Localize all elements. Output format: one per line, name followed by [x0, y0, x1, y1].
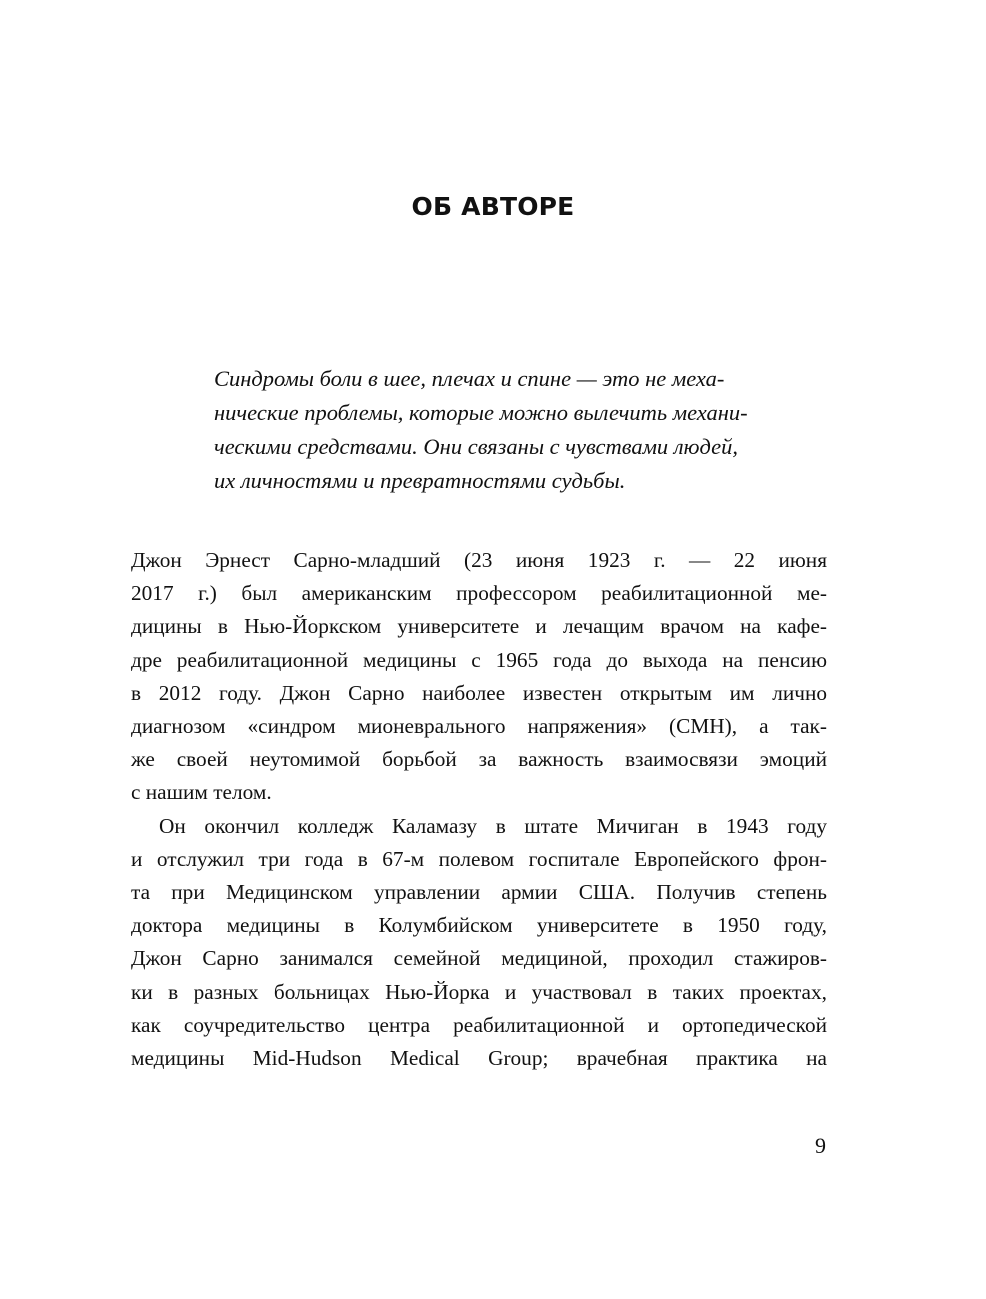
paragraph-biography: [131, 544, 827, 810]
epigraph-line: их личностями и превратностями судьбы.: [214, 468, 626, 493]
text-line: Он окончил колледж Каламазу в штате Мичиган в 1943 году: [159, 813, 827, 838]
epigraph-line: ческими средствами. Они связаны с чувствами людей,: [214, 434, 739, 459]
text-line: дицины в Нью-Йоркском университете и лечащим врачом на кафе-: [131, 614, 827, 639]
text-line: ки в разных больницах Нью-Йорка и участвовал в таких проектах,: [131, 979, 827, 1004]
text-line: и отслужил три года в 67-м полевом госпитале Европейского фрон-: [131, 846, 827, 871]
text-line: как соучредительство центра реабилитационной и ортопедической: [131, 1012, 827, 1037]
text-line: в 2012 году. Джон Сарно наиболее известен открытым им лично: [131, 680, 827, 705]
text-line: медицины Mid-Hudson Medical Group; врачебная практика на: [131, 1046, 827, 1071]
text-line: доктора медицины в Колумбийском университете в 1950 году,: [131, 913, 827, 938]
text-line: с нашим телом.: [131, 780, 272, 805]
body-text: [131, 544, 827, 1075]
page-number: 9: [815, 1133, 826, 1158]
paragraph-career: [131, 810, 827, 1076]
epigraph-line: Синдромы боли в шее, плечах и спине — это не меха-: [214, 366, 725, 391]
text-line: Джон Сарно занимался семейной медициной, проходил стажиров-: [131, 946, 827, 971]
text-line: дре реабилитационной медицины с 1965 года до выхода на пенсию: [131, 647, 827, 672]
text-line: та при Медицинском управлении армии США. Получив степень: [131, 880, 827, 905]
text-line: Джон Эрнест Сарно-младший (23 июня 1923 г. — 22 июня: [131, 548, 827, 572]
text-line: 2017 г.) был американским профессором реабилитационной ме-: [131, 581, 827, 606]
chapter-title: ОБ АВТОРЕ: [411, 192, 575, 221]
text-line: же своей неутомимой борьбой за важность взаимосвязи эмоций: [131, 747, 827, 772]
epigraph-line: нические проблемы, которые можно вылечить механи-: [214, 400, 748, 425]
text-line: диагнозом «синдром мионеврального напряжения» (СМН), а так-: [131, 714, 827, 739]
epigraph: [214, 362, 826, 498]
